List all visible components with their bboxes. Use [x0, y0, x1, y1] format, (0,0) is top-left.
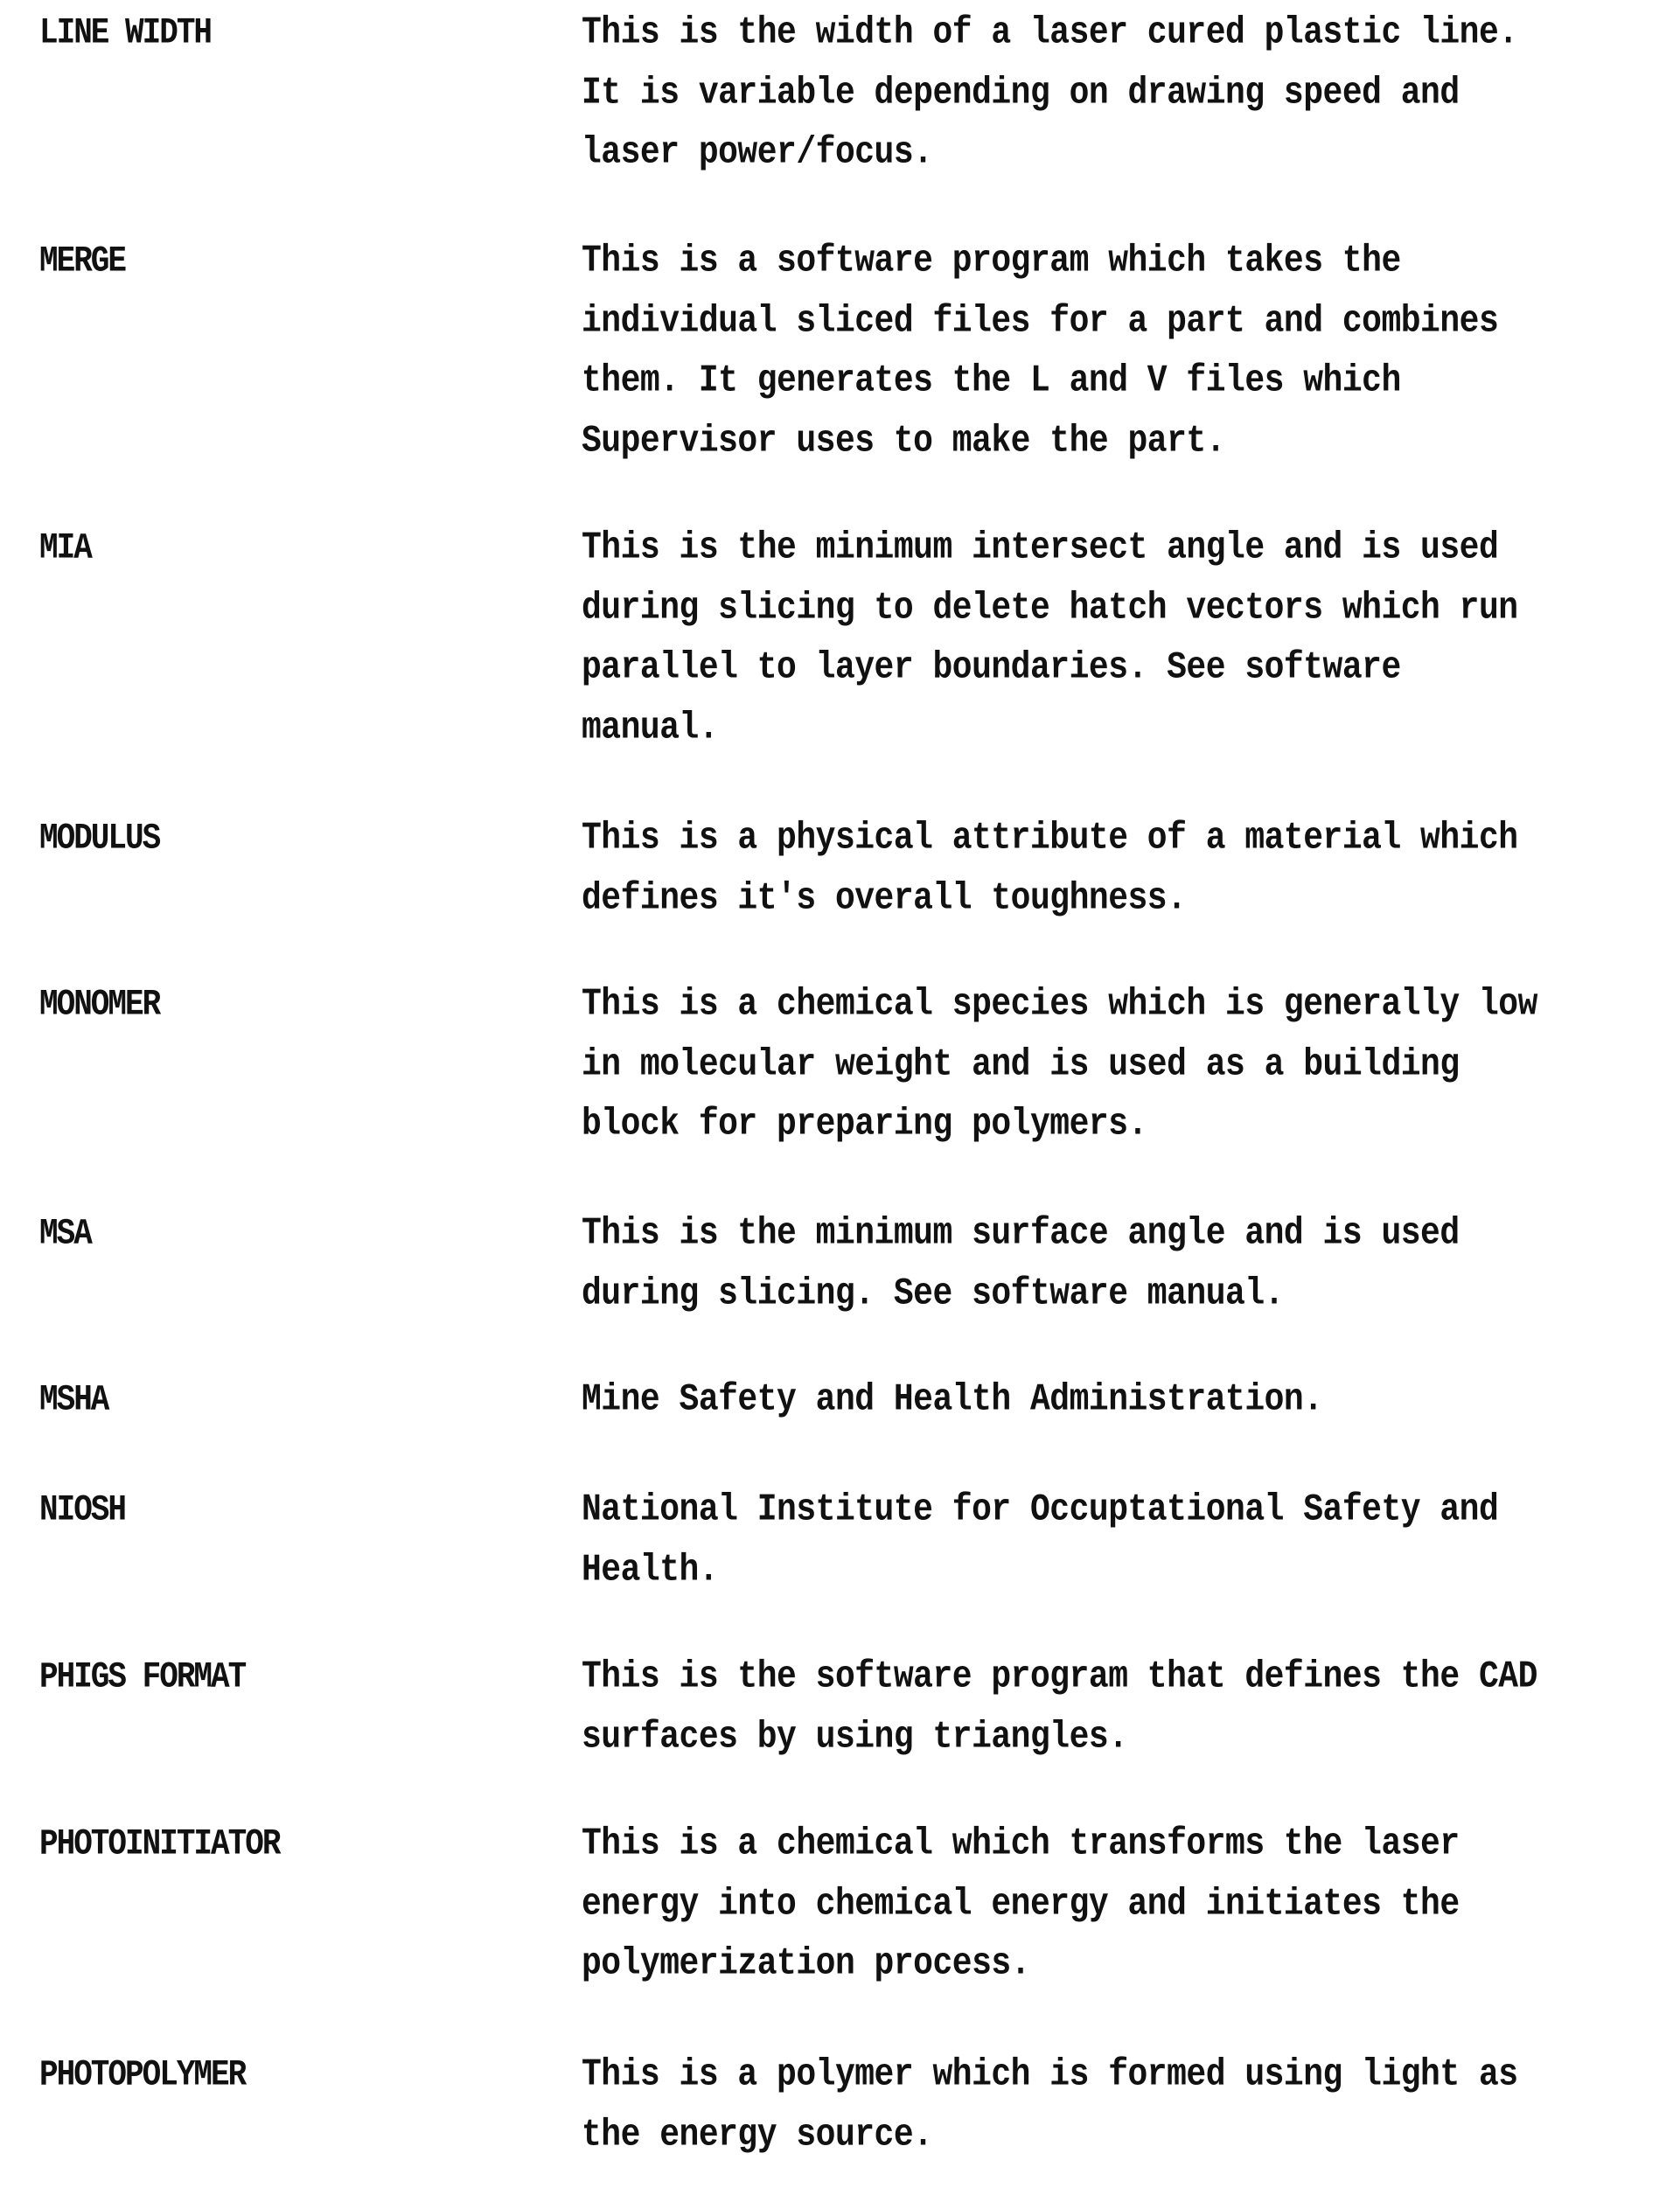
definition-line: parallel to layer boundaries. See software — [582, 634, 1631, 703]
definition-line: Supervisor uses to make the part. — [582, 407, 1631, 476]
glossary-definition — [582, 519, 1631, 758]
glossary-definition — [582, 1481, 1631, 1600]
definition-line: in molecular weight and is used as a building — [582, 1030, 1631, 1099]
definition-line: This is a polymer which is formed using light as — [582, 2041, 1631, 2110]
definition-line: This is the minimum intersect angle and is used — [582, 514, 1631, 583]
glossary-term: PHIGS FORMAT — [39, 1643, 245, 1712]
definition-line: Health. — [582, 1536, 1631, 1605]
glossary-definition — [582, 1370, 1631, 1431]
glossary-term: MONOMER — [39, 971, 159, 1040]
definition-line: polymerization process. — [582, 1930, 1631, 1999]
definition-line: It is variable depending on drawing speed and — [582, 59, 1631, 128]
definition-line: This is the minimum surface angle and is used — [582, 1200, 1631, 1269]
glossary-term: MSA — [39, 1200, 91, 1269]
glossary-definition — [582, 1648, 1631, 1767]
glossary-definition — [582, 3, 1631, 184]
glossary-definition — [582, 975, 1631, 1155]
definition-line: the energy source. — [582, 2101, 1631, 2170]
definition-line: energy into chemical energy and initiates the — [582, 1870, 1631, 1939]
definition-line: manual. — [582, 693, 1631, 763]
definition-line: Mine Safety and Health Administration. — [582, 1366, 1631, 1435]
glossary-definition — [582, 2045, 1631, 2165]
definition-line: defines it's overall toughness. — [582, 864, 1631, 933]
definition-line: This is the software program that defines the CAD — [582, 1643, 1631, 1712]
definition-line: This is a chemical which transforms the laser — [582, 1810, 1631, 1879]
glossary-definition — [582, 232, 1631, 471]
definition-line: surfaces by using triangles. — [582, 1703, 1631, 1772]
glossary-definition — [582, 809, 1631, 929]
definition-line: them. It generates the L and V files which — [582, 347, 1631, 416]
glossary-term: MERGE — [39, 227, 125, 296]
glossary-term: NIOSH — [39, 1476, 125, 1545]
definition-line: National Institute for Occuptational Safety and — [582, 1476, 1631, 1545]
glossary-term: LINE WIDTH — [39, 0, 211, 68]
definition-line: This is a software program which takes the — [582, 227, 1631, 296]
glossary-term: MSHA — [39, 1366, 108, 1435]
definition-line: during slicing to delete hatch vectors which run — [582, 574, 1631, 643]
glossary-definition — [582, 1204, 1631, 1324]
glossary-term: MODULUS — [39, 805, 159, 874]
definition-line: during slicing. See software manual. — [582, 1259, 1631, 1328]
glossary-term: MIA — [39, 514, 91, 583]
definition-line: individual sliced files for a part and combines — [582, 287, 1631, 356]
definition-line: laser power/focus. — [582, 119, 1631, 188]
glossary-term: PHOTOINITIATOR — [39, 1810, 279, 1879]
definition-line: This is the width of a laser cured plastic line. — [582, 0, 1631, 68]
definition-line: This is a chemical species which is generally low — [582, 971, 1631, 1040]
glossary-term: PHOTOPOLYMER — [39, 2041, 245, 2110]
definition-line: This is a physical attribute of a material which — [582, 805, 1631, 874]
definition-line: block for preparing polymers. — [582, 1091, 1631, 1160]
glossary-definition — [582, 1815, 1631, 1995]
